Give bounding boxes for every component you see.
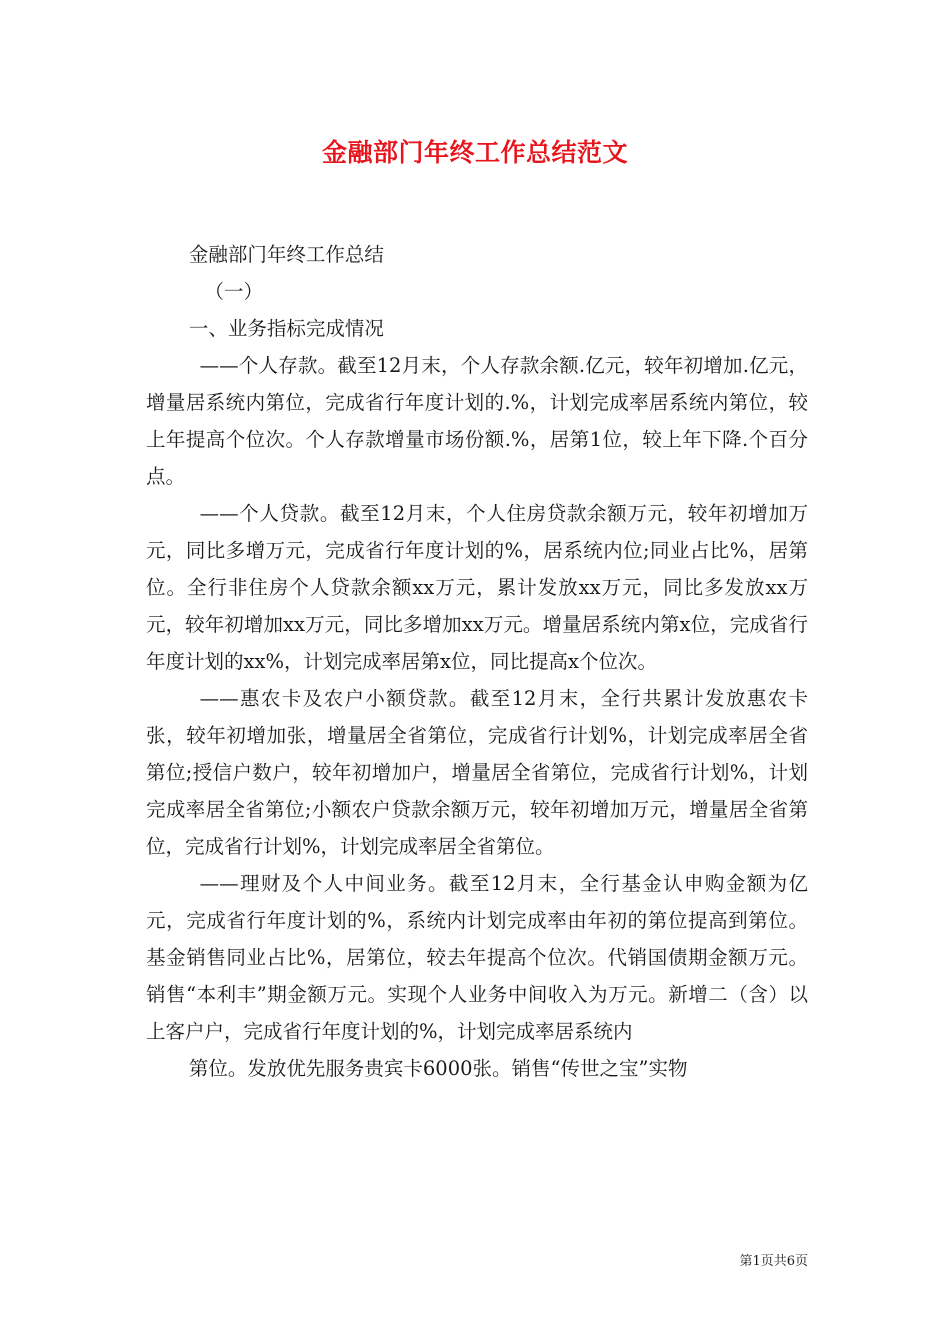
paragraph-personal-loans: ——个人贷款。截至12月末，个人住房贷款余额万元，较年初增加万元，同比多增万元，完成省行年度计划的%，居系统内位;同业占比%，居第位。全行非住房个人贷款余额xx万元，累计发放xx万元，同比多发放xx万元，较年初增加xx万元，同比多增加xx万元。增量居系统内第x位，完成省行年度计划的xx%，计划完成率居第x位，同比提高x个位次。 (146, 502, 808, 673)
document-body (146, 236, 808, 1087)
paragraph-wealth-management: ——理财及个人中间业务。截至12月末，全行基金认申购金额为亿元，完成省行年度计划的%，系统内计划完成率由年初的第位提高到第位。基金销售同业占比%，居第位，较去年提高个位次。代销国债期金额万元。销售“本利丰”期金额万元。实现个人业务中间收入为万元。新增二（含）以上客户户，完成省行年度计划的%，计划完成率居系统内 (146, 872, 808, 1043)
document-title: 金融部门年终工作总结范文 (321, 138, 628, 167)
paragraph-farmer-cards-loans: ——惠农卡及农户小额贷款。截至12月末，全行共累计发放惠农卡张，较年初增加张，增量居全省第位，完成省行计划%，计划完成率居全省第位;授信户数户，较年初增加户，增量居全省第位，完成省行计划%，计划完成率居全省第位;小额农户贷款余额万元，较年初增加万元，增量居全省第位，完成省行计划%，计划完成率居全省第位。 (146, 687, 808, 858)
paragraph-personal-deposits: ——个人存款。截至12月末，个人存款余额.亿元，较年初增加.亿元，增量居系统内第位，完成省行年度计划的.%，计划完成率居系统内第位，较上年提高个位次。个人存款增量市场份额.%，居第1位，较上年下降.个百分点。 (146, 354, 808, 488)
section-number: （一） (204, 280, 264, 303)
page-number: 第1页共6页 (739, 1254, 808, 1269)
subsection-heading: 一、业务指标完成情况 (188, 317, 384, 340)
section-heading: 金融部门年终工作总结 (188, 243, 384, 266)
paragraph-continuation: 第位。发放优先服务贵宾卡6000张。销售“传世之宝”实物 (188, 1057, 688, 1080)
